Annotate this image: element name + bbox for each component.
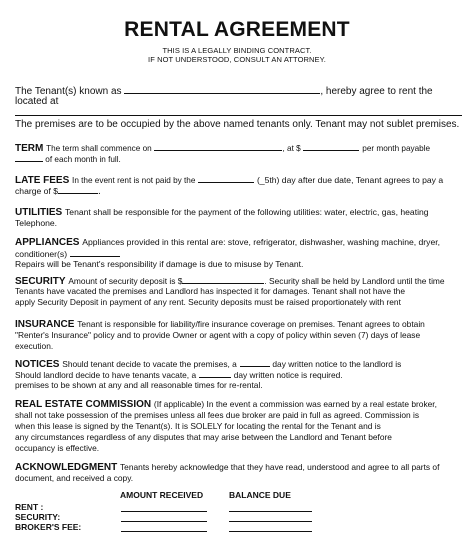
utilities-line-2: Telephone. xyxy=(15,218,58,228)
notices-line-1: NOTICES Should tenant decide to vacate the premises, a day written notice to the landlord is xyxy=(15,359,402,370)
security-balance-blank[interactable] xyxy=(229,521,312,522)
term-start-blank[interactable] xyxy=(154,141,282,151)
appliances-other-blank[interactable] xyxy=(70,247,120,257)
tenant-names-blank[interactable] xyxy=(124,84,320,94)
insurance-heading: INSURANCE xyxy=(15,319,75,330)
insurance-line-2: "Renter's Insurance" policy and to provide Owner or agent with a copy of policy within seven (7) days of lease xyxy=(15,330,421,340)
tenant-notice-days-blank[interactable] xyxy=(240,357,270,367)
row-label-rent: RENT : xyxy=(15,502,44,512)
due-day-blank[interactable] xyxy=(15,152,43,162)
monthly-rent-blank[interactable] xyxy=(303,141,359,151)
notices-line-2: Should landlord decide to have tenants vacate, a day written notice is required. xyxy=(15,370,343,380)
intro-line-2: located at xyxy=(15,96,59,107)
subtitle-binding: THIS IS A LEGALLY BINDING CONTRACT. xyxy=(162,46,312,55)
security-line-2: Tenants have vacated the premises and Landlord has inspected it for damages. Tenant shall not have the xyxy=(15,286,405,296)
utilities-heading: UTILITIES xyxy=(15,207,63,218)
security-heading: SECURITY xyxy=(15,276,66,287)
term-line-1: TERM The term shall commence on , at $ per month payable xyxy=(15,143,431,154)
landlord-notice-days-blank[interactable] xyxy=(199,368,231,378)
utilities-line-1: UTILITIES Tenant shall be responsible for the payment of the following utilities: water, electric, gas, heating xyxy=(15,207,429,218)
rent-received-blank[interactable] xyxy=(121,511,207,512)
commission-line-4: any circumstances regardless of any disputes that may arise between the Landlord and Tenant before xyxy=(15,432,392,442)
commission-line-1: REAL ESTATE COMMISSION (If applicable) In the event a commission was earned by a real estate broker, xyxy=(15,399,437,410)
security-line-1: SECURITY Amount of security deposit is $ . Security shall be held by Landlord until the time xyxy=(15,276,445,287)
security-deposit-blank[interactable] xyxy=(182,274,264,284)
term-heading: TERM xyxy=(15,143,44,154)
row-label-broker-fee: BROKER'S FEE: xyxy=(15,522,82,532)
broker-fee-balance-blank[interactable] xyxy=(229,531,312,532)
ack-heading: ACKNOWLEDGMENT xyxy=(15,462,118,473)
broker-fee-received-blank[interactable] xyxy=(121,531,207,532)
address-blank[interactable] xyxy=(15,115,462,116)
insurance-line-1: INSURANCE Tenant is responsible for liability/fire insurance coverage on premises. Tenant agrees to obtain xyxy=(15,319,425,330)
column-balance-due: BALANCE DUE xyxy=(229,490,291,500)
notices-heading: NOTICES xyxy=(15,359,60,370)
ack-line-2: document, and received a copy. xyxy=(15,473,134,483)
appliances-line-2: conditioner(s) xyxy=(15,247,464,261)
commission-line-3: when this lease is signed by the Tenant(s). It is SOLELY for locating the rental for the Tenant and is xyxy=(15,421,381,431)
column-amount-received: AMOUNT RECEIVED xyxy=(120,490,204,500)
late-fees-heading: LATE FEES xyxy=(15,175,70,186)
security-received-blank[interactable] xyxy=(121,521,207,522)
commission-line-2: shall not take possession of the premises unless all fees due broker are paid in full as agreed. Commission is xyxy=(15,410,420,420)
late-date-blank[interactable] xyxy=(198,173,254,183)
appliances-heading: APPLIANCES xyxy=(15,237,80,248)
subtitle-consult: IF NOT UNDERSTOOD, CONSULT AN ATTORNEY. xyxy=(148,55,326,64)
late-fees-line-1: LATE FEES In the event rent is not paid by the (_5th) day after due date, Tenant agrees to pay a xyxy=(15,175,444,186)
late-fees-line-2: charge of $ . xyxy=(15,186,101,197)
late-charge-blank[interactable] xyxy=(58,184,98,194)
appliances-line-3: Repairs will be Tenant's responsibility if damage is due to misuse by Tenant. xyxy=(15,259,304,269)
commission-line-5: occupancy is effective. xyxy=(15,443,100,453)
notices-line-3: premises to be shown at any and all reasonable times for re-rental. xyxy=(15,380,263,390)
insurance-line-3: execution. xyxy=(15,341,54,351)
row-label-security: SECURITY: xyxy=(15,512,61,522)
intro-line-1: The Tenant(s) known as , hereby agree to rent the xyxy=(15,86,433,97)
intro-line-occupancy: The premises are to be occupied by the above named tenants only. Tenant may not sublet premises. xyxy=(15,119,460,130)
ack-line-1: ACKNOWLEDGMENT Tenants hereby acknowledge that they have read, understood and agree to all parts of xyxy=(15,462,440,473)
term-line-2: of each month in full. xyxy=(15,152,464,166)
document-title: RENTAL AGREEMENT xyxy=(124,18,350,41)
commission-heading: REAL ESTATE COMMISSION xyxy=(15,399,152,410)
security-line-3: apply Security Deposit in payment of any rent. Security deposits must be raised proportionately with rent xyxy=(15,297,401,307)
rent-balance-blank[interactable] xyxy=(229,511,312,512)
appliances-line-1: APPLIANCES Appliances provided in this rental are: stove, refrigerator, dishwasher, washing machine, dryer, xyxy=(15,237,441,248)
